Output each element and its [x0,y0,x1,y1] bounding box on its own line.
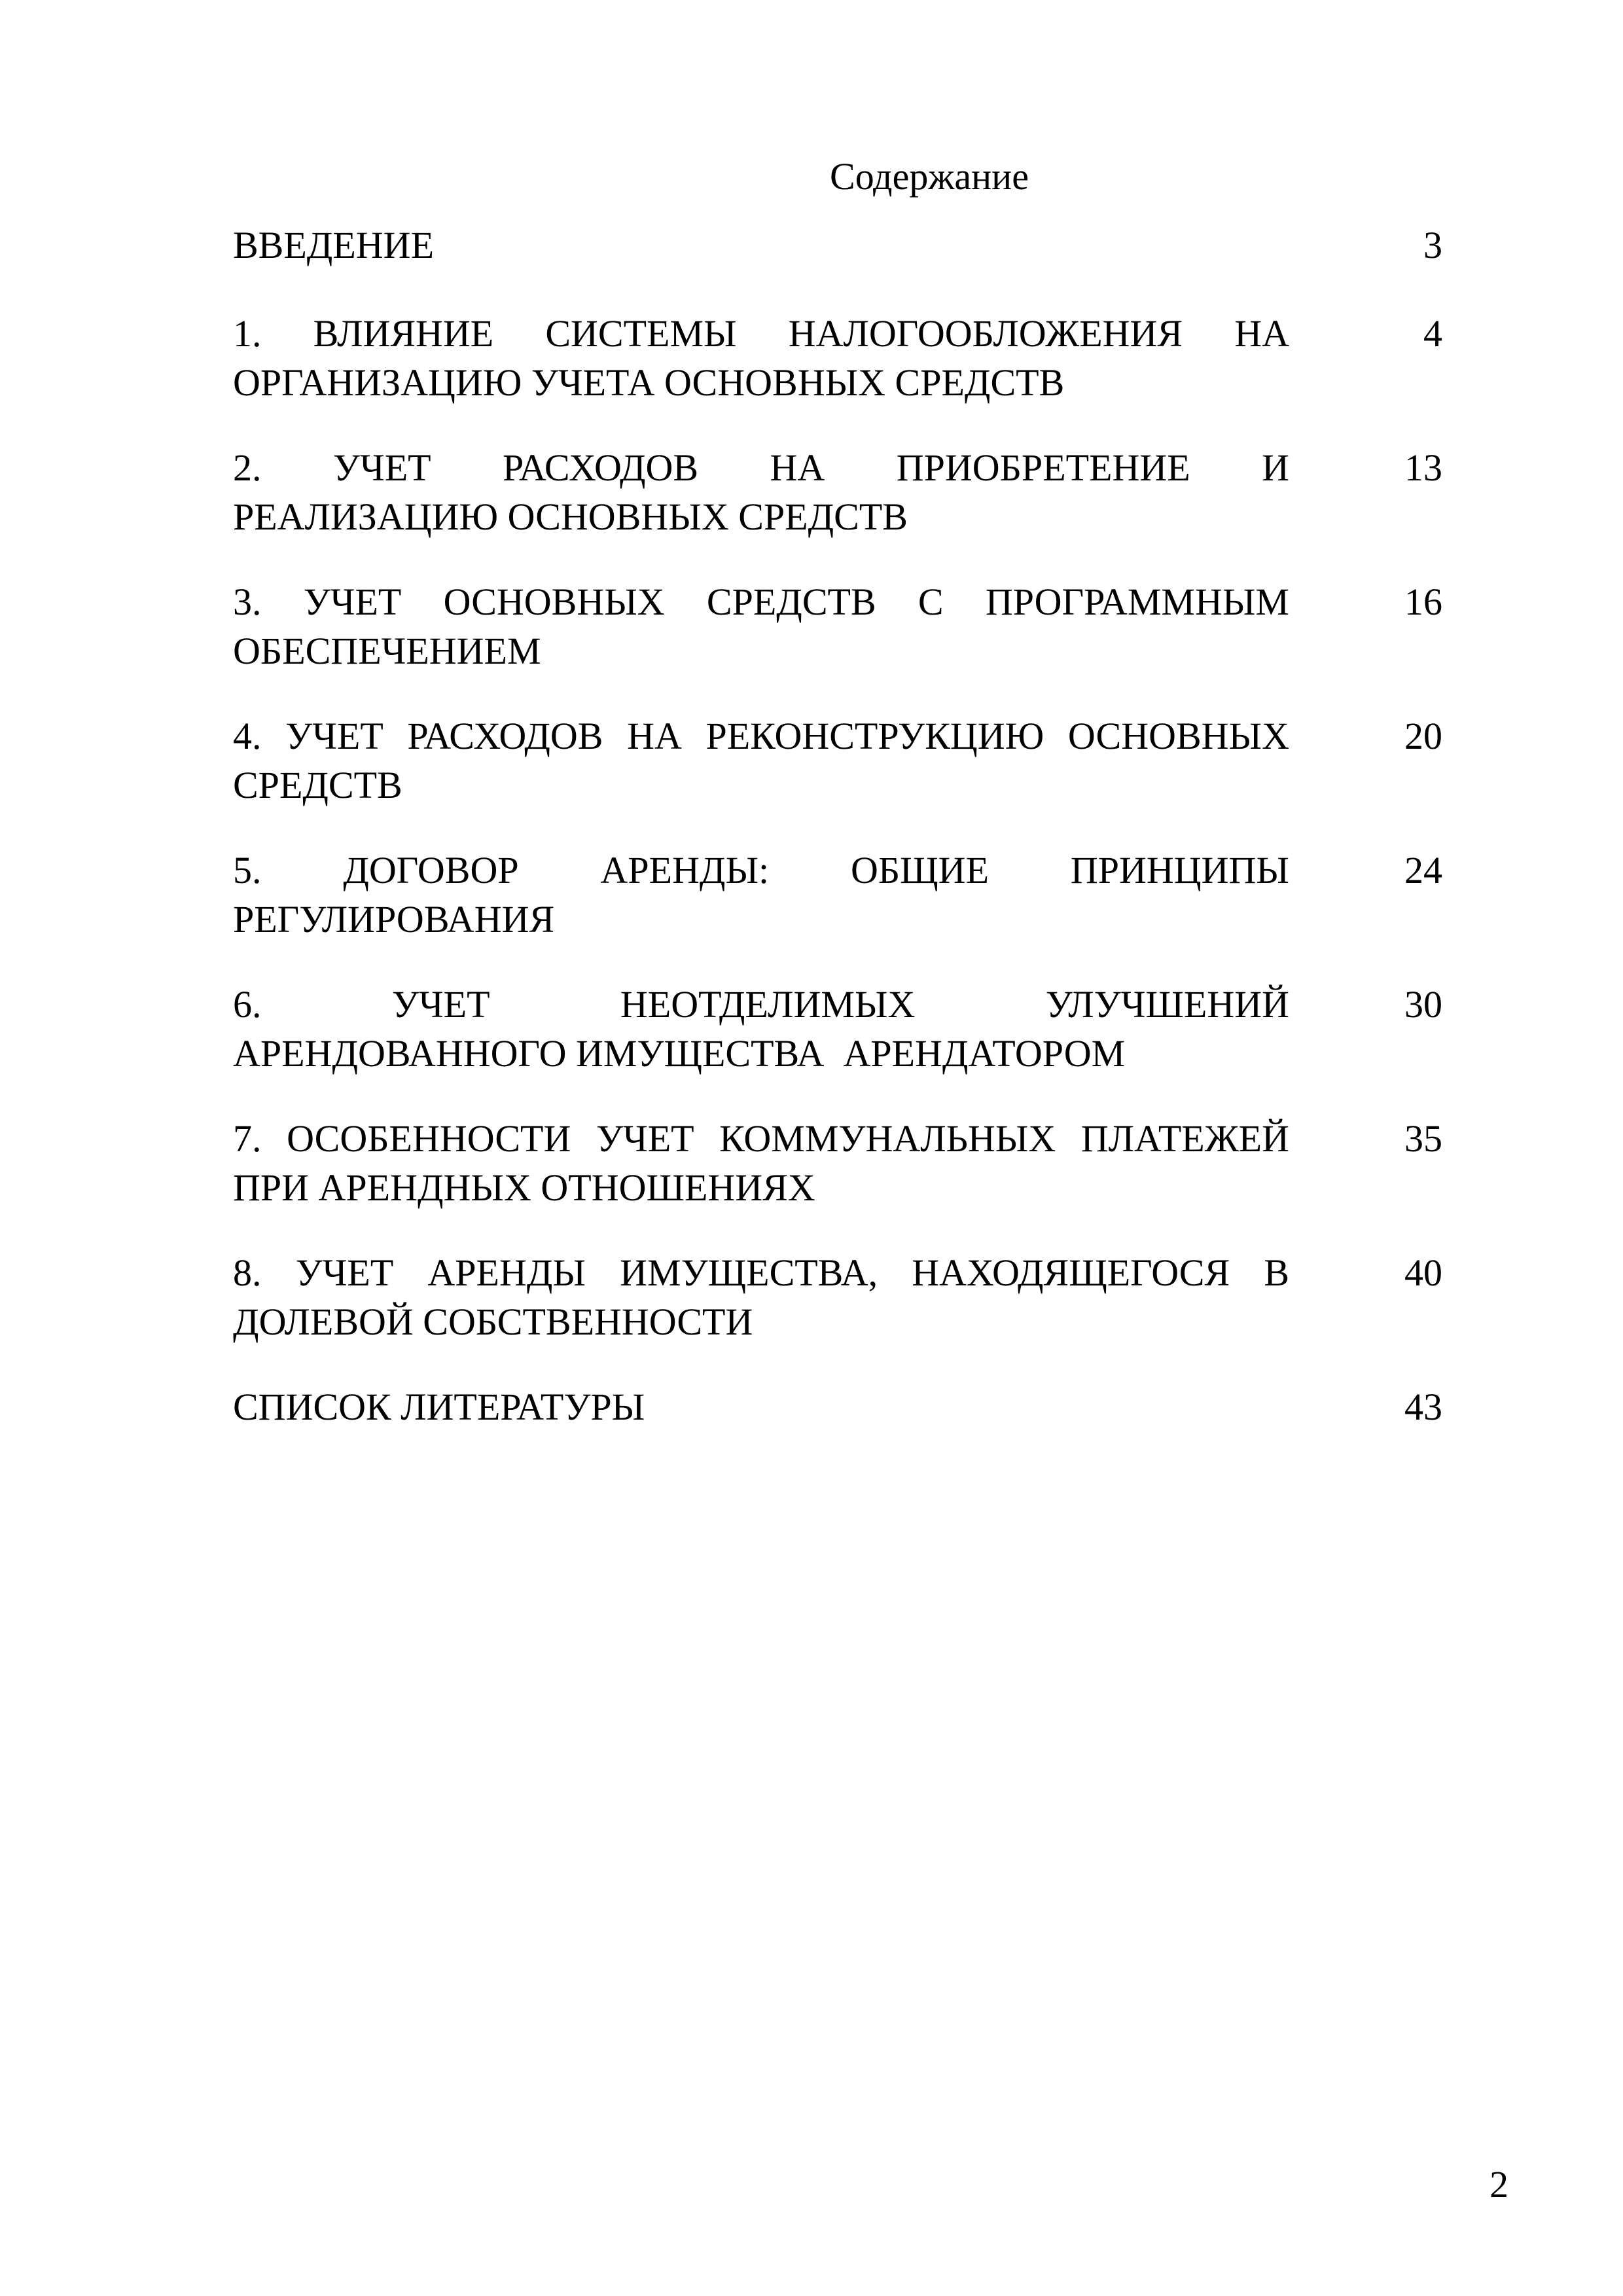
toc-entry-text-line-2: СРЕДСТВ [233,764,402,806]
toc-entry-text-line-1: 4. УЧЕТ РАСХОДОВ НА РЕКОНСТРУКЦИЮ ОСНОВНЫХ [233,715,1289,757]
toc-entry-title [233,1248,1289,1346]
toc-entry-text-line-2: ОБЕСПЕЧЕНИЕМ [233,630,541,672]
toc-entry-text-line-2: АРЕНДОВАННОГО ИМУЩЕСТВА АРЕНДАТОРОМ [233,1032,1126,1075]
toc-entry-text-line-1: 5. ДОГОВОР АРЕНДЫ: ОБЩИЕ ПРИНЦИПЫ [233,849,1289,891]
page-title: Содержание [830,155,1029,198]
toc-entry-text-line-1: 2. УЧЕТ РАСХОДОВ НА ПРИОБРЕТЕНИЕ И [233,446,1289,489]
toc-entry-title [233,577,1289,675]
toc-entry-text: СПИСОК ЛИТЕРАТУРЫ [233,1386,645,1428]
toc-entry-page-number: 13 [1404,446,1442,489]
toc-entry-text-line-1: 6. УЧЕТ НЕОТДЕЛИМЫХ УЛУЧШЕНИЙ [233,983,1289,1026]
toc-entry-section-2 [233,443,1442,541]
toc-entry-page-number: 43 [1404,1386,1442,1428]
toc-entry-title [233,1114,1289,1212]
toc-entry-title [233,711,1289,810]
toc-entry-section-5 [233,846,1442,944]
footer-page-number: 2 [1489,2163,1508,2206]
toc-entry-text-line-2: РЕАЛИЗАЦИЮ ОСНОВНЫХ СРЕДСТВ [233,495,908,538]
toc-entry-title [233,309,1289,407]
toc-entry-section-8 [233,1248,1442,1346]
toc-entry-text-line-1: 3. УЧЕТ ОСНОВНЫХ СРЕДСТВ С ПРОГРАММНЫМ [233,581,1289,623]
toc-entry-page-number: 3 [1423,224,1442,266]
toc-entry-page-number: 4 [1423,312,1442,355]
toc-entry-title [233,846,1289,944]
toc-entry-text-line-2: ДОЛЕВОЙ СОБСТВЕННОСТИ [233,1300,753,1343]
toc-entry-page-number: 24 [1404,849,1442,891]
toc-entry-section-6 [233,980,1442,1078]
toc-entry-section-3 [233,577,1442,675]
toc-entry-text-line-2: ОРГАНИЗАЦИЮ УЧЕТА ОСНОВНЫХ СРЕДСТВ [233,361,1065,404]
toc-entry-title [233,1382,1289,1431]
toc-entry-title [233,221,1289,270]
toc-entry-bibliography [233,1382,1442,1431]
toc-entry-section-7 [233,1114,1442,1212]
toc-entry-text: ВВЕДЕНИЕ [233,224,434,266]
toc-entry-page-number: 30 [1404,983,1442,1026]
table-of-contents [233,152,1442,1431]
toc-entry-section-1 [233,309,1442,407]
toc-entry-introduction [233,221,1442,270]
toc-entry-page-number: 16 [1404,581,1442,623]
toc-entry-text-line-1: 8. УЧЕТ АРЕНДЫ ИМУЩЕСТВА, НАХОДЯЩЕГОСЯ В [233,1251,1289,1294]
toc-entry-text-line-1: 7. ОСОБЕННОСТИ УЧЕТ КОММУНАЛЬНЫХ ПЛАТЕЖЕЙ [233,1117,1289,1160]
toc-entry-page-number: 40 [1404,1251,1442,1294]
toc-entry-section-4 [233,711,1442,810]
toc-entry-page-number: 35 [1404,1117,1442,1160]
toc-entry-page-number: 20 [1404,715,1442,757]
toc-entry-text-line-2: ПРИ АРЕНДНЫХ ОТНОШЕНИЯХ [233,1166,815,1209]
toc-entry-text-line-2: РЕГУЛИРОВАНИЯ [233,898,555,941]
toc-entry-text-line-1: 1. ВЛИЯНИЕ СИСТЕМЫ НАЛОГООБЛОЖЕНИЯ НА [233,312,1289,355]
toc-entry-title [233,980,1289,1078]
toc-entry-title [233,443,1289,541]
